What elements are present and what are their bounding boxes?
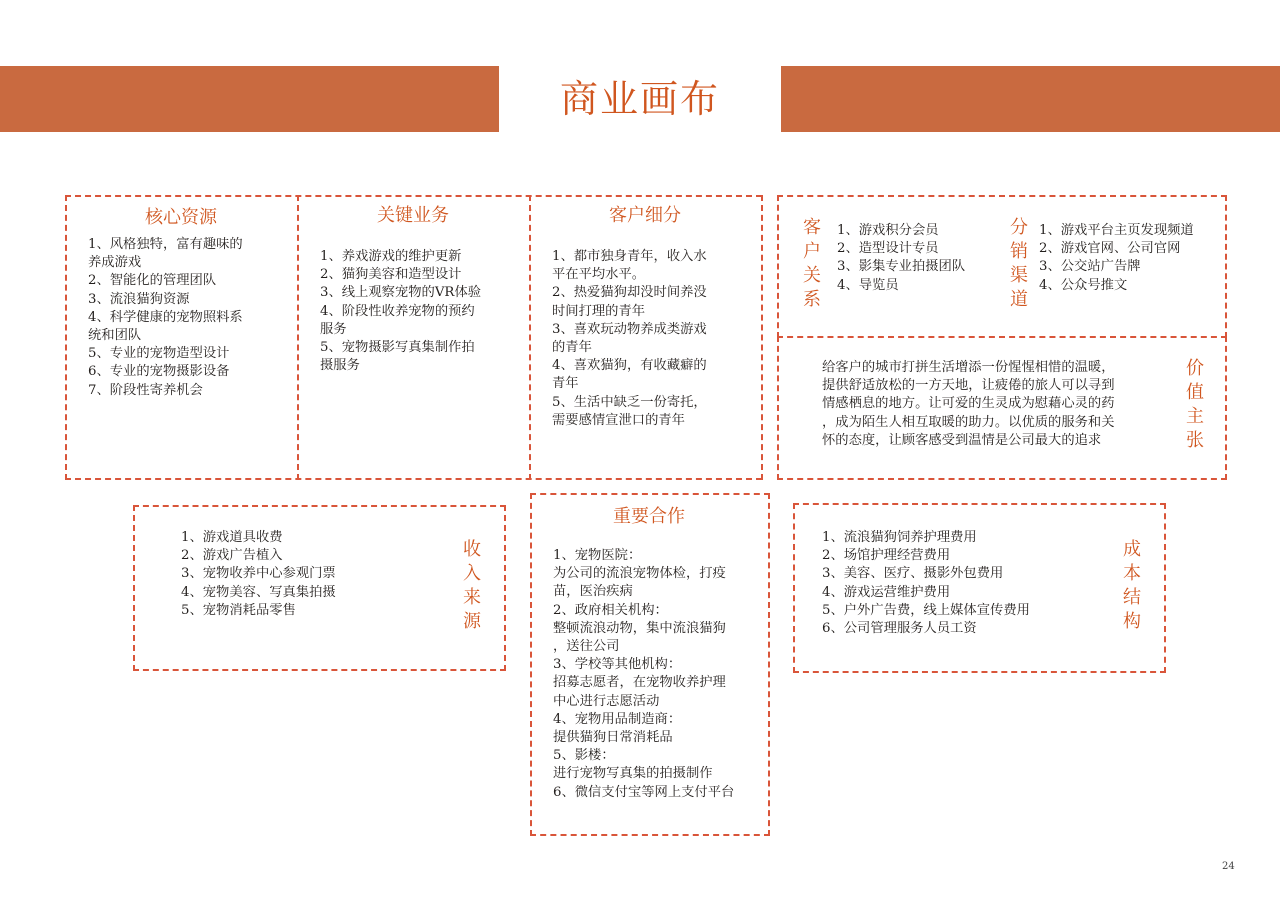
customer-segments-list: [552, 248, 757, 430]
value-proposition-label: 价值主张: [1186, 358, 1204, 451]
channels-label: 分销渠道: [1010, 217, 1028, 310]
list-item: 1、游戏积分会员: [837, 223, 939, 238]
list-item: 3、喜欢玩动物养成类游戏: [552, 321, 707, 337]
list-item: 1、养戏游戏的维护更新: [320, 249, 462, 264]
key-partnerships-heading: 重要合作: [613, 506, 685, 527]
page-title: 商业画布: [559, 77, 720, 121]
list-item: 进行宠物写真集的拍摄制作: [553, 766, 713, 782]
text-line: 怀的态度，让顾客感受到温情是公司最大的追求: [822, 432, 1102, 448]
list-item: 整顿流浪动物，集中流浪猫狗: [553, 620, 726, 636]
revenue-streams-label: 收入来源: [463, 539, 481, 632]
list-item: 统和团队: [88, 328, 142, 344]
list-item: 6、微信支付宝等网上支付平台: [553, 784, 735, 800]
list-item: 服务: [320, 321, 347, 337]
list-item: ，送往公司: [553, 639, 620, 655]
list-item: 2、猫狗美容和造型设计: [320, 267, 462, 283]
text-line: 情感栖息的地方。让可爱的生灵成为慰藉心灵的药: [822, 396, 1115, 412]
list-item: 时间打理的青年: [552, 303, 646, 319]
list-item: 5、生活中缺乏一份寄托，: [552, 394, 707, 410]
list-item: 2、政府相关机构：: [553, 602, 668, 618]
list-item: 5、宠物摄影写真集制作拍: [320, 340, 475, 356]
list-item: 4、宠物美容、写真集拍摄: [181, 584, 336, 600]
list-item: 1、宠物医院：: [553, 548, 642, 563]
list-item: 6、公司管理服务人员工资: [822, 621, 977, 637]
key-activities-heading: 关键业务: [377, 205, 449, 226]
list-item: 3、流浪猫狗资源: [88, 291, 190, 307]
list-item: 5、专业的宠物造型设计: [88, 346, 230, 362]
list-item: 4、阶段性收养宠物的预约: [320, 303, 475, 319]
list-item: 5、影楼：: [553, 748, 615, 764]
list-item: 4、喜欢猫狗，有收藏癖的: [552, 358, 707, 374]
list-item: 5、宠物消耗品零售: [181, 602, 296, 618]
list-item: 平在平均水平。: [552, 267, 646, 283]
list-item: 6、专业的宠物摄影设备: [88, 364, 230, 380]
text-line: ，成为陌生人相互取暖的助力。以优质的服务和关: [822, 414, 1115, 430]
list-item: 4、公众号推文: [1039, 277, 1128, 293]
list-item: 提供猫狗日常消耗品: [553, 730, 673, 746]
core-resources-list: [88, 236, 293, 400]
channels-list: [1039, 222, 1223, 295]
list-item: 2、场馆护理经营费用: [822, 548, 951, 564]
list-item: 苗，医治疾病: [553, 584, 633, 600]
header-bar-right: [781, 66, 1280, 132]
list-item: 为公司的流浪宠物体检，打疫: [553, 566, 726, 582]
list-item: 3、宠物收养中心参观门票: [181, 566, 336, 582]
list-item: 需要感情宣泄口的青年: [552, 412, 685, 428]
list-item: 1、游戏平台主页发现频道: [1039, 223, 1194, 238]
list-item: 1、都市独身青年，收入水: [552, 249, 707, 264]
customer-relationships-label: 客户关系: [803, 217, 821, 310]
list-item: 2、热爱猫狗却没时间养没: [552, 285, 707, 301]
list-item: 招募志愿者，在宠物收养护理: [553, 675, 726, 691]
revenue-streams-list: [181, 529, 411, 620]
list-item: 2、游戏官网、公司官网: [1039, 241, 1181, 257]
list-item: 1、游戏道具收费: [181, 530, 283, 545]
list-item: 4、科学健康的宠物照料系: [88, 309, 243, 325]
text-line: 提供舒适放松的一方天地，让疲倦的旅人可以寻到: [822, 378, 1115, 394]
text-line: 给客户的城市打拼生活增添一份惺惺相惜的温暖，: [822, 360, 1115, 375]
cost-structure-label: 成本结构: [1123, 539, 1141, 632]
list-item: 5、户外广告费，线上媒体宣传费用: [822, 602, 1030, 618]
list-item: 的青年: [552, 340, 592, 356]
key-partnerships-list: [553, 547, 765, 802]
cost-structure-list: [822, 529, 1122, 638]
core-resources-heading: 核心资源: [145, 207, 217, 228]
list-item: 3、线上观察宠物的VR体验: [320, 285, 482, 301]
customer-relationships-list: [837, 222, 1007, 295]
list-item: 2、造型设计专员: [837, 241, 939, 257]
list-item: 3、公交站广告牌: [1039, 259, 1141, 275]
value-proposition-text: [822, 359, 1162, 450]
list-item: 3、学校等其他机构：: [553, 657, 682, 673]
page-number: 24: [1222, 861, 1235, 872]
customer-segments-heading: 客户细分: [609, 205, 681, 226]
list-item: 4、游戏运营维护费用: [822, 584, 951, 600]
key-activities-list: [320, 248, 525, 375]
list-item: 7、阶段性寄养机会: [88, 382, 203, 398]
list-item: 中心进行志愿活动: [553, 693, 660, 709]
list-item: 青年: [552, 376, 579, 392]
list-item: 3、美容、医疗、摄影外包费用: [822, 566, 1004, 582]
list-item: 摄服务: [320, 358, 360, 374]
list-item: 2、游戏广告植入: [181, 548, 283, 564]
list-item: 1、风格独特，富有趣味的: [88, 237, 243, 252]
list-item: 养成游戏: [88, 255, 142, 271]
list-item: 4、导览员: [837, 277, 899, 293]
list-item: 4、宠物用品制造商：: [553, 711, 682, 727]
list-item: 2、智能化的管理团队: [88, 273, 217, 289]
list-item: 1、流浪猫狗饲养护理费用: [822, 530, 977, 545]
header-bar-left: [0, 66, 499, 132]
list-item: 3、影集专业拍摄团队: [837, 259, 966, 275]
